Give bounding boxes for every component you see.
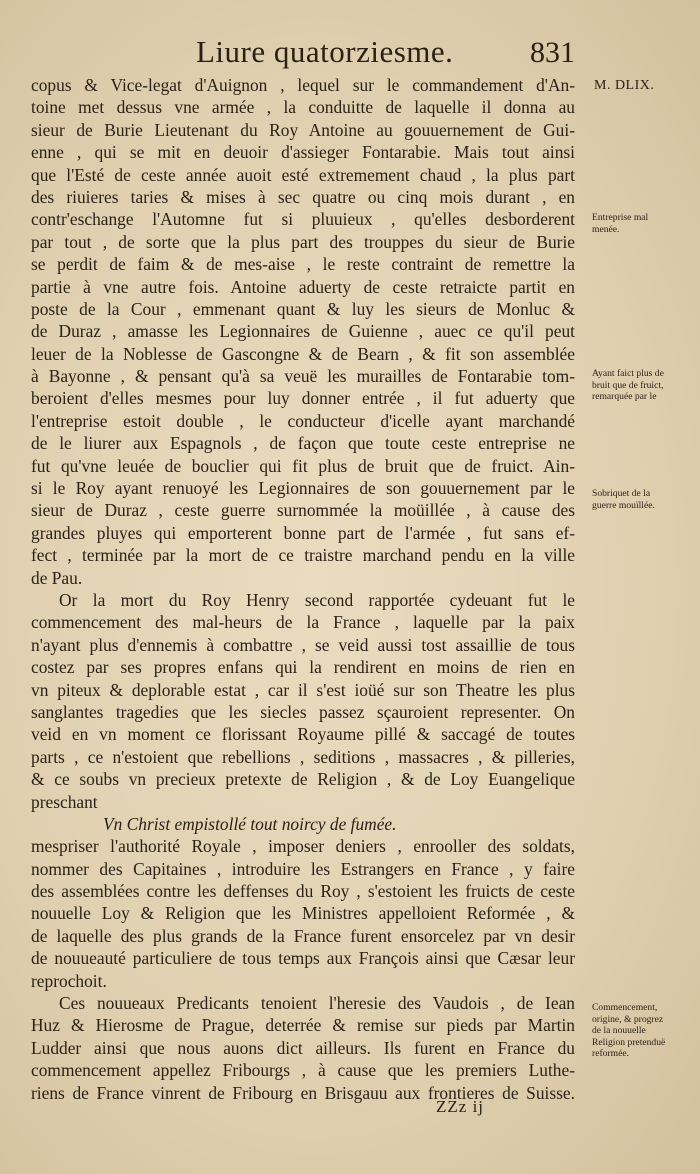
text-line: & ce soubs vn precieux pretexte de Religion , & de Loy Euangelique bbox=[31, 769, 575, 790]
margin-year: M. DLIX. bbox=[594, 78, 655, 93]
text-line: des riuieres taries & mises à sec quatre ou cinq mois durant , en bbox=[31, 186, 575, 207]
text-line: poste de la Cour , emmenant quant & luy les sieurs de Monluc & bbox=[31, 298, 575, 319]
text-line: de Pau. bbox=[31, 567, 83, 588]
text-line: commencement des mal-heurs de la France , laquelle par la paix bbox=[31, 612, 575, 633]
text-line: se perdit de faim & de mes-aise , le reste contraint de remettre la bbox=[31, 254, 575, 275]
text-line: de laquelle des plus grands de la France furent ensorcelez par vn desir bbox=[31, 925, 575, 946]
text-line: veid en vn moment ce florissant Royaume pillé & saccagé de toutes bbox=[31, 724, 575, 745]
text-line: sieur de Duraz , ceste guerre surnommée la moüillée , à cause des bbox=[31, 500, 575, 521]
text-line: de nouueauté particuliere de tous temps aux François ainsi que Cæsar leur bbox=[31, 948, 575, 969]
text-line: mespriser l'authorité Royale , imposer deniers , enrooller des soldats, bbox=[31, 836, 575, 857]
main-text bbox=[31, 74, 575, 1104]
text-line: grandes pluyes qui emporterent bonne part de l'armée , fut sans ef- bbox=[31, 522, 575, 543]
text-line: contr'eschange l'Automne fut si pluuieux , qu'elles desborderent bbox=[31, 209, 575, 230]
text-line: n'ayant plus d'ennemis à combattre , se veid aussi tost assaillie de tous bbox=[31, 634, 575, 655]
text-line: de Duraz , amasse les Legionnaires de Guienne , auec ce qu'il peut bbox=[31, 321, 575, 342]
text-line: toine met dessus vne armée , la conduitte de laquelle il donna au bbox=[31, 97, 575, 118]
text-line: Or la mort du Roy Henry second rapportée cydeuant fut le bbox=[59, 589, 575, 610]
text-line: nouuelle Loy & Religion que les Ministres appelloient Reformée , & bbox=[31, 903, 575, 924]
text-line: parts , ce n'estoient que rebellions , seditions , massacres , & pilleries, bbox=[31, 746, 575, 767]
verse-line: Vn Christ empistollé tout noircy de fumée. bbox=[103, 813, 397, 834]
text-line: commencement appellez Fribourgs , à cause que les premiers Luthe- bbox=[31, 1060, 575, 1081]
text-line: que l'Esté de ceste année auoit esté extremement chaud , la plus part bbox=[31, 164, 575, 185]
text-line: enne , qui se mit en deuoir d'assieger Fontarabie. Mais tout ainsi bbox=[31, 142, 575, 163]
text-line: sanglantes tragedies que les siecles passez sçauroient representer. On bbox=[31, 701, 575, 722]
text-line: nommer des Capitaines , introduire les Estrangers en France , y faire bbox=[31, 858, 575, 879]
text-line: Ces nouueaux Predicants tenoient l'heresie des Vaudois , de Iean bbox=[59, 993, 575, 1014]
signature-mark: ZZz ij bbox=[436, 1097, 485, 1116]
text-line: fut qu'vne leuée de bouclier qui fit plus de bruit que de fruict. Ain- bbox=[31, 455, 575, 476]
text-line: leuer de la Noblesse de Gascongne & de Bearn , & fit son assemblée bbox=[31, 343, 575, 364]
text-line: de le liurer aux Espagnols , de façon que toute ceste entreprise ne bbox=[31, 433, 575, 454]
page-number: 831 bbox=[530, 36, 575, 69]
text-line: à Bayonne , & pensant qu'à sa veuë les murailles de Fontarabie tom- bbox=[31, 366, 575, 387]
text-line: fect , terminée par la mort de ce traistre marchand pendu en la ville bbox=[31, 545, 575, 566]
margin-note-sobriquet: Sobriquet de la guerre mouïllée. bbox=[592, 488, 655, 511]
text-line: par tout , de sorte que la plus part des trouppes du sieur de Burie bbox=[31, 231, 575, 252]
text-line: beroient d'elles mesmes pour luy donner entrée , il fut aduerty que bbox=[31, 388, 575, 409]
text-line: preschant bbox=[31, 791, 98, 812]
text-line: partie à vne autre fois. Antoine aduerty de ceste retraicte partit en bbox=[31, 276, 575, 297]
text-line: copus & Vice-legat d'Auignon , lequel sur le commandement d'An- bbox=[31, 75, 575, 95]
margin-note-commencement: Commencement, origine, & progrez de la nouuelle Religion pretenduë reformée. bbox=[592, 1002, 666, 1059]
text-line: costez par ses propres enfans qui la rendirent en moins de rien en bbox=[31, 657, 575, 678]
text-line: si le Roy ayant renuoyé les Legionnaires de son gouuernement par le bbox=[31, 478, 575, 499]
running-title: Liure quatorziesme. bbox=[196, 34, 454, 69]
margin-note-bruit: Ayant faict plus de bruit que de fruict, remarquée par le bbox=[592, 368, 664, 402]
text-line: riens de France vinrent de Fribourg en Brisgauu aux frontieres de Suisse. bbox=[31, 1082, 575, 1103]
text-line: Huz & Hierosme de Prague, deterrée & remise sur pieds par Martin bbox=[31, 1015, 575, 1036]
text-line: vn piteux & deplorable estat , car il s'est ioüé sur son Theatre les plus bbox=[31, 679, 575, 700]
text-line: l'entreprise estoit double , le conducteur d'icelle ayant marchandé bbox=[31, 410, 575, 431]
text-line: Ludder ainsi que nous auons dict ailleurs. Ils furent en France du bbox=[31, 1037, 575, 1058]
text-line: reprochoit. bbox=[31, 970, 107, 991]
text-line: des assemblées contre les deffenses du Roy , s'estoient les fruicts de ceste bbox=[31, 881, 575, 902]
text-line: sieur de Burie Lieutenant du Roy Antoine au gouuernement de Gui- bbox=[31, 119, 575, 140]
margin-note-entreprise: Entreprise mal menée. bbox=[592, 212, 649, 235]
